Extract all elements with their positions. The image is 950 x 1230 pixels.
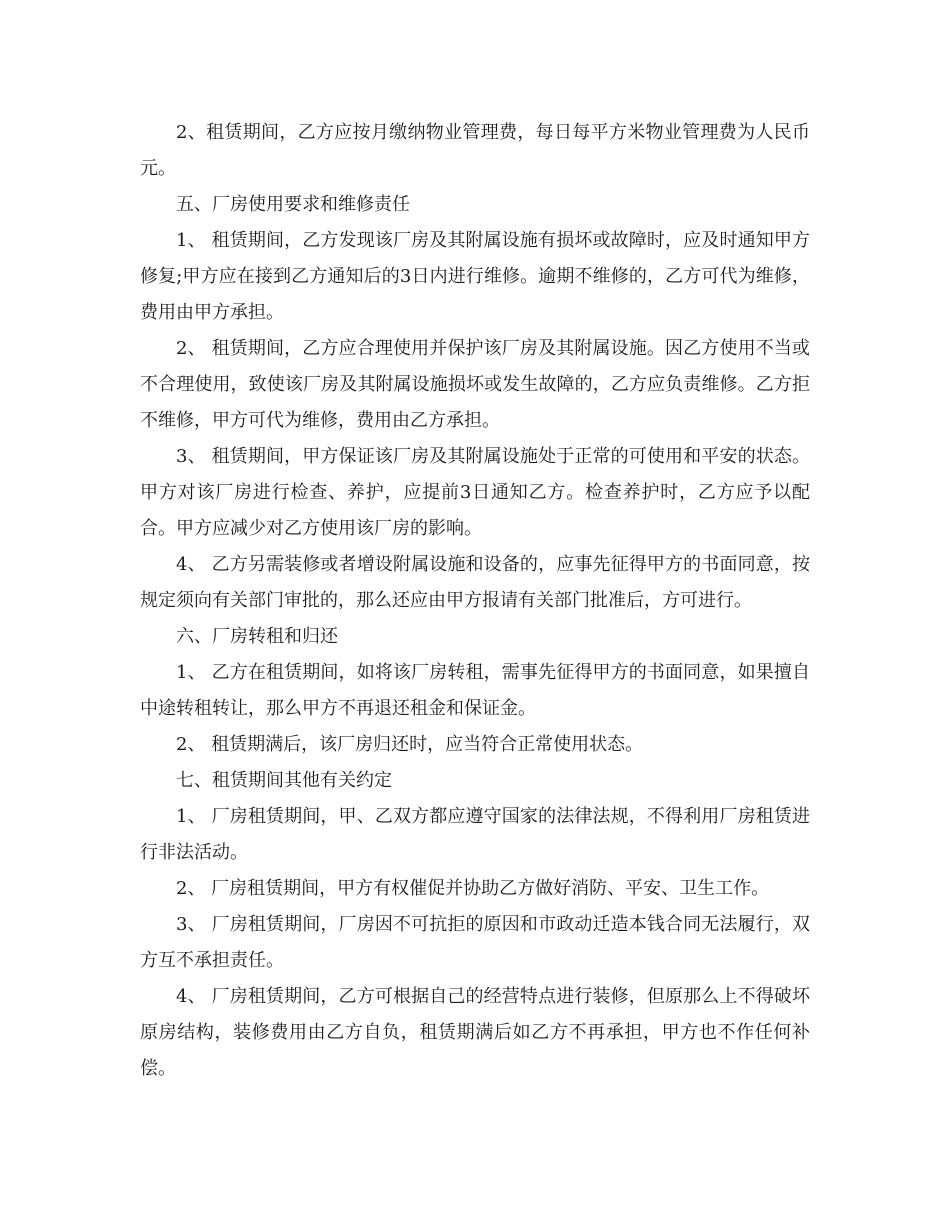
paragraph-7-4: 4、 厂房租赁期间，乙方可根据自己的经营特点进行装修，但原那么上不得破坏原房结构，装修费用由乙方自负，租赁期满后如乙方不再承担，甲方也不作任何补偿。: [140, 986, 810, 1079]
paragraph-5-2: 2、 租赁期间，乙方应合理使用并保护该厂房及其附属设施。因乙方使用不当或不合理使用，致使该厂房及其附属设施损坏或发生故障的，乙方应负责维修。乙方拒不维修，甲方可代为维修，费用由乙方承担。: [140, 338, 810, 431]
paragraph-6-1: 1、 乙方在租赁期间，如将该厂房转租，需事先征得甲方的书面同意，如果擅自中途转租转让，那么甲方不再退还租金和保证金。: [140, 662, 810, 719]
section-heading-7: 七、租赁期间其他有关约定: [176, 770, 392, 791]
paragraph-fee-clause: 2、租赁期间，乙方应按月缴纳物业管理费，每日每平方米物业管理费为人民币 元。: [140, 122, 810, 179]
document-body: [140, 115, 810, 1087]
section-heading-6: 六、厂房转租和归还: [176, 626, 338, 647]
paragraph-5-4: 4、 乙方另需装修或者增设附属设施和设备的，应事先征得甲方的书面同意，按规定须向有关部门审批的，那么还应由甲方报请有关部门批准后，方可进行。: [140, 554, 810, 611]
section-heading-5: 五、厂房使用要求和维修责任: [176, 194, 410, 215]
paragraph-7-1: 1、 厂房租赁期间，甲、乙双方都应遵守国家的法律法规，不得利用厂房租赁进行非法活动。: [140, 806, 810, 863]
paragraph-5-1: 1、 租赁期间，乙方发现该厂房及其附属设施有损坏或故障时，应及时通知甲方修复;甲方应在接到乙方通知后的3日内进行维修。逾期不维修的，乙方可代为维修，费用由甲方承担。: [140, 230, 810, 323]
paragraph-7-2: 2、 厂房租赁期间，甲方有权催促并协助乙方做好消防、平安、卫生工作。: [176, 878, 770, 899]
paragraph-7-3: 3、 厂房租赁期间，厂房因不可抗拒的原因和市政动迁造本钱合同无法履行，双方互不承担责任。: [140, 914, 810, 971]
paragraph-5-3: 3、 租赁期间，甲方保证该厂房及其附属设施处于正常的可使用和平安的状态。甲方对该厂房进行检查、养护，应提前3日通知乙方。检查养护时，乙方应予以配合。甲方应减少对乙方使用该厂房的影响。: [140, 446, 810, 539]
paragraph-6-2: 2、 租赁期满后，该厂房归还时，应当符合正常使用状态。: [176, 734, 644, 755]
